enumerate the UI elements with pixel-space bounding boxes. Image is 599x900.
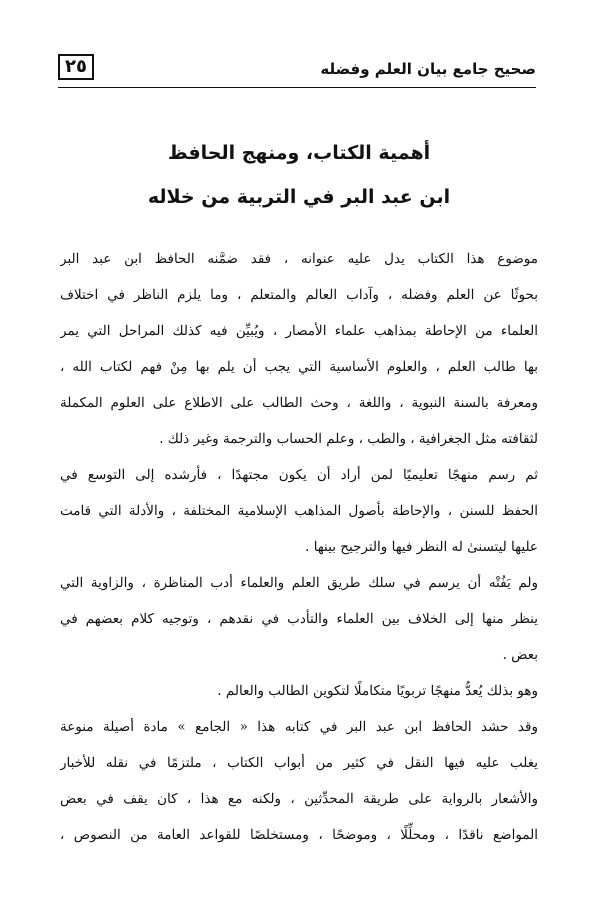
- body-line: ولم يَفُتْه أن يرسم في سلك طريق العلم والعلماء أدب المناظرة ، والزاوية التي: [60, 575, 538, 591]
- body-line: بعض .: [502, 647, 538, 663]
- body-line: المواضع ناقدًا ، ومحلِّلًا ، وموضحًا ، ومستخلصًا للقواعد العامة من النصوص ،: [60, 827, 538, 843]
- body-line: ومعرفة بالسنة النبوية ، واللغة ، وحث الطالب على الاطلاع على العلوم المكملة: [60, 395, 538, 411]
- section-heading-line-2: ابن عبد البر في التربية من خلاله: [147, 186, 451, 208]
- page-number-box: ٢٥: [58, 54, 94, 80]
- running-title: صحيح جامع بيان العلم وفضله: [320, 60, 536, 78]
- body-line: بها طالب العلم ، والعلوم الأساسية التي يجب أن يلم بها مِنْ فهم لكتاب الله ،: [60, 359, 538, 375]
- body-line: العلماء من الإحاطة بمذاهب علماء الأمصار ، ويُبيِّن فيه كذلك المراحل التي يمر: [60, 323, 538, 339]
- body-line: عليها ليتسنىٰ له النظر فيها والترجيح بينها .: [305, 539, 538, 555]
- body-line: لثقافته مثل الجغرافية ، والطب ، وعلم الحساب والترجمة وغير ذلك .: [159, 431, 538, 447]
- body-line: ينظر منها إلى الخلاف بين العلماء والتأدب في نقدهم ، وتوجيه كلام بعضهم في: [60, 611, 538, 627]
- body-line: موضوع هذا الكتاب يدل عليه عنوانه ، فقد ضمَّنه الحافظ ابن عبد البر: [60, 251, 538, 267]
- body-line: الحفظ للسنن ، والإحاطة بأصول المذاهب الإسلامية المختلفة ، والأدلة التي قامت: [60, 503, 538, 519]
- page-header: [58, 48, 536, 90]
- body-line: وقد حشد الحافظ ابن عبد البر في كتابه هذا « الجامع » مادة أصيلة منوعة: [60, 719, 538, 735]
- section-heading-line-1: أهمية الكتاب، ومنهج الحافظ: [167, 142, 431, 164]
- body-text: [60, 241, 538, 853]
- header-rule: [58, 87, 536, 88]
- body-line: وهو بذلك يُعدُّ منهجًا تربويًا متكاملًا لتكوين الطالب والعالم .: [217, 683, 538, 699]
- body-line: يغلب عليه فيها النقل في كثير من أبواب الكتاب ، ملتزمًا في نقله للأخبار: [60, 755, 538, 771]
- body-line: والأشعار بالرواية على طريقة المحدِّثين ، ولكنه مع هذا ، كان يقف في بعض: [60, 791, 538, 807]
- body-line: بحوثًا عن العلم وفضله ، وآداب العالم والمتعلم ، وما يلزم الناظر في اختلاف: [60, 287, 538, 303]
- body-line: ثم رسم منهجًا تعليميًا لمن أراد أن يكون مجتهدًا ، فأرشده إلى التوسع في: [60, 467, 538, 483]
